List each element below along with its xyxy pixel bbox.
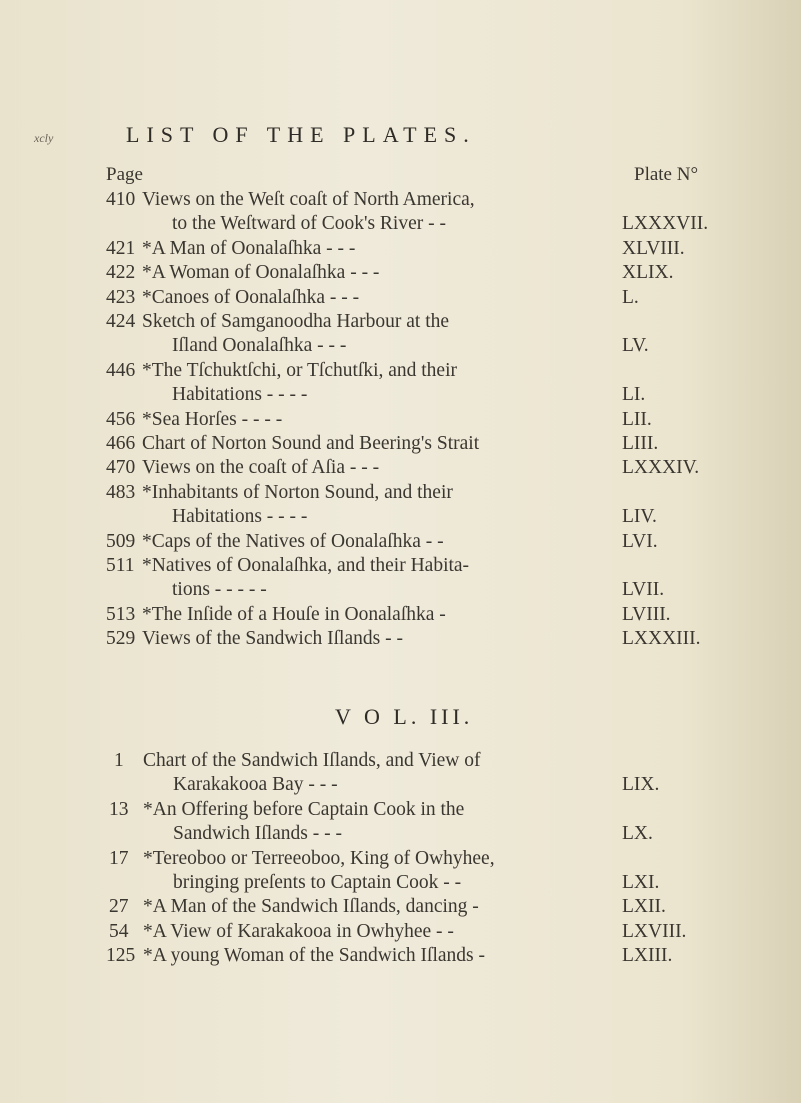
entry-plate-number: LXXXIV. — [622, 457, 700, 479]
entry-plate-number: XLVIII. — [622, 237, 685, 259]
entry-description: bringing preſents to Captain Cook - - — [173, 872, 462, 893]
entry-description: Chart of Norton Sound and Beering's Strait — [142, 433, 480, 454]
entry-page-number: 125 — [106, 945, 136, 967]
entry-page-number: 529 — [106, 628, 136, 650]
entry-page-number: 27 — [109, 896, 129, 918]
entry-page-number: 470 — [106, 457, 136, 479]
entry-page-number: 1 — [114, 750, 124, 771]
entry-description: Sandwich Iſlands - - - — [173, 823, 342, 845]
entry-plate-number: LII. — [622, 408, 652, 430]
entry-page-number: 423 — [106, 286, 136, 308]
page-column-header: Page — [106, 164, 143, 185]
entry-page-number: 410 — [106, 189, 136, 210]
entry-plate-number: L. — [622, 286, 639, 308]
entry-page-number: 421 — [106, 237, 136, 259]
entry-description: Chart of the Sandwich Iſlands, and View of — [143, 750, 481, 771]
entry-description: Karakakooa Bay - - - — [173, 774, 338, 796]
entry-description: *Sea Horſes - - - - — [142, 408, 283, 430]
entry-plate-number: LIII. — [622, 433, 659, 454]
entry-description: *The Tſchuktſchi, or Tſchutſki, and their — [142, 359, 457, 381]
entry-plate-number: LIV. — [622, 506, 657, 528]
entry-plate-number: LX. — [622, 823, 653, 845]
page-title: LIST OF THE PLATES. — [126, 122, 476, 147]
entry-page-number: 511 — [106, 555, 135, 576]
entry-plate-number: LXII. — [622, 896, 666, 918]
entry-description: Iſland Oonalaſhka - - - — [172, 335, 347, 357]
entry-description: to the Weſtward of Cook's River - - — [172, 213, 446, 235]
entry-plate-number: LXIII. — [622, 945, 673, 967]
entry-description: *Natives of Oonalaſhka, and their Habita- — [142, 555, 470, 576]
entry-description: *A Man of the Sandwich Iſlands, dancing - — [143, 896, 479, 918]
entry-plate-number: LVIII. — [622, 603, 671, 625]
volume-3-heading: V O L. III. — [335, 704, 474, 729]
entry-description: Views on the coaſt of Aſia - - - — [142, 457, 380, 479]
plate-column-header: Plate N° — [634, 164, 699, 185]
entry-description: *Canoes of Oonalaſhka - - - — [142, 286, 360, 308]
entry-plate-number: LXVIII. — [622, 920, 687, 942]
margin-note: xcly — [34, 131, 54, 145]
entry-page-number: 446 — [106, 359, 136, 381]
entry-description: *A Man of Oonalaſhka - - - — [142, 237, 356, 259]
entry-page-number: 483 — [106, 481, 136, 503]
entry-plate-number: LIX. — [622, 774, 660, 796]
entry-page-number: 422 — [106, 262, 136, 284]
entry-description: Sketch of Samganoodha Harbour at the — [142, 311, 450, 332]
entry-description: *A View of Karakakooa in Owhyhee - - — [143, 920, 454, 942]
entry-description: *Tereoboo or Terreeoboo, King of Owhyhee, — [143, 847, 495, 869]
entry-description: *The Inſide of a Houſe in Oonalaſhka - — [142, 603, 446, 625]
entry-page-number: 509 — [106, 530, 136, 552]
entry-plate-number: LXI. — [622, 872, 660, 893]
entry-plate-number: LVII. — [622, 579, 665, 601]
entry-description: Views on the Weſt coaſt of North America, — [142, 189, 475, 210]
entry-plate-number: LVI. — [622, 530, 658, 552]
entry-description: Habitations - - - - — [172, 384, 308, 406]
entry-plate-number: LI. — [622, 384, 646, 406]
entry-plate-number: XLIX. — [622, 262, 674, 284]
entry-description: Views of the Sandwich Iſlands - - — [142, 628, 403, 650]
entry-description: *A Woman of Oonalaſhka - - - — [142, 262, 380, 284]
entry-page-number: 424 — [106, 311, 136, 332]
entry-plate-number: LXXXIII. — [622, 628, 701, 650]
entry-page-number: 17 — [109, 847, 129, 869]
entry-plate-number: LV. — [622, 335, 649, 357]
entry-description: tions - - - - - — [172, 579, 267, 601]
entry-page-number: 456 — [106, 408, 136, 430]
entry-page-number: 54 — [109, 920, 129, 942]
entry-description: *An Offering before Captain Cook in the — [143, 798, 465, 820]
entry-description: *Inhabitants of Norton Sound, and their — [142, 481, 453, 503]
entry-description: *A young Woman of the Sandwich Iſlands - — [143, 945, 485, 967]
entry-page-number: 466 — [106, 433, 136, 454]
entry-page-number: 513 — [106, 603, 136, 625]
entry-description: *Caps of the Natives of Oonalaſhka - - — [142, 530, 444, 552]
entry-page-number: 13 — [109, 798, 129, 820]
entry-plate-number: LXXXVII. — [622, 213, 709, 235]
entry-description: Habitations - - - - — [172, 506, 308, 528]
